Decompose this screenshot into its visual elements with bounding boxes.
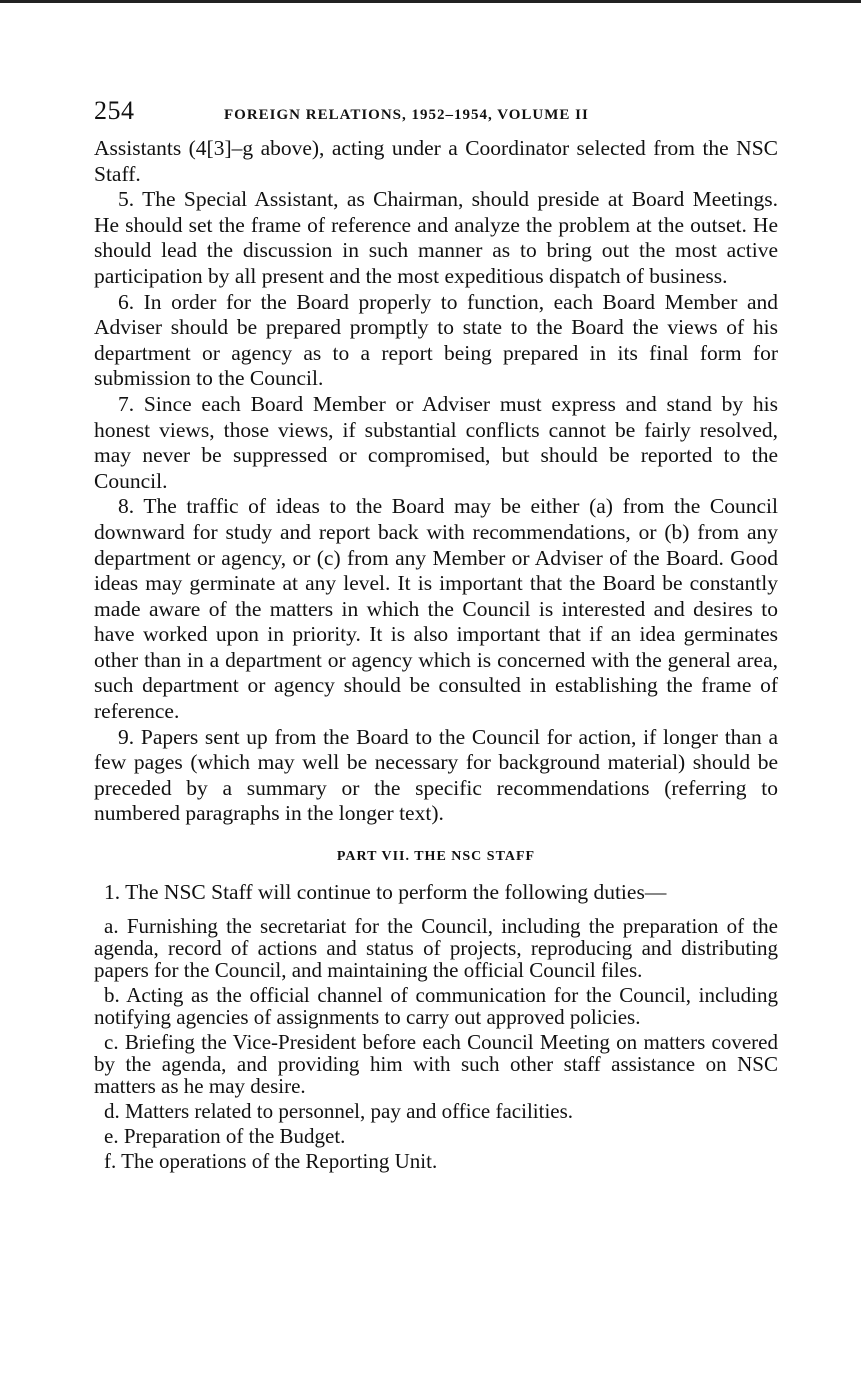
- document-page: [94, 96, 778, 1175]
- paragraph-7: 7. Since each Board Member or Adviser must express and stand by his honest views, those views, if substantial conflicts cannot be fairly resolved, may never be suppressed or compromised, but should be reported to the Council.: [94, 391, 778, 493]
- page-number: 254: [94, 96, 135, 125]
- paragraph-9: 9. Papers sent up from the Board to the Council for action, if longer than a few pages (which may well be necessary for background material) should be preceded by a summary or the specific recommendations (referring to numbered paragraphs in the longer text).: [94, 724, 778, 826]
- paragraph-8: 8. The traffic of ideas to the Board may be either (a) from the Council downward for study and report back with recommendations, or (b) from any department or agency, or (c) from any Member or Adviser of the Board. Good ideas may germinate at any level. It is important that the Board be constantly made aware of the matters in which the Council is interested and desires to have worked upon in priority. It is also important that if an idea germinates other than in a department or agency which is concerned with the general area, such department or agency should be consulted in establishing the frame of reference.: [94, 494, 778, 724]
- body-text: [94, 136, 778, 827]
- top-edge-rule: [0, 0, 861, 3]
- paragraph-continuation: Assistants (4[3]–g above), acting under a Coordinator selected from the NSC Staff.: [94, 136, 778, 186]
- duty-item-a: a. Furnishing the secretariat for the Council, including the preparation of the agenda, record of actions and status of projects, reproducing and distributing papers for the Council, and maintaining the official Council files.: [94, 914, 778, 983]
- paragraph-5: 5. The Special Assistant, as Chairman, should preside at Board Meetings. He should set the frame of reference and analyze the problem at the outset. He should lead the discussion in such manner as to bring out the most active participation by all present and the most expeditious dispatch of business.: [94, 187, 778, 288]
- staff-duties-intro: 1. The NSC Staff will continue to perform the following duties—: [104, 880, 667, 905]
- staff-duties-list: [94, 915, 778, 1172]
- running-header: [94, 96, 778, 136]
- duty-item-d: d. Matters related to personnel, pay and office facilities.: [104, 1099, 574, 1124]
- duty-item-c: c. Briefing the Vice-President before each Council Meeting on matters covered by the agenda, and providing him with such other staff assistance on NSC matters as he may desire.: [94, 1030, 778, 1099]
- section-heading-part-vii: PART VII. THE NSC STAFF: [336, 849, 536, 865]
- running-header-title: FOREIGN RELATIONS, 1952–1954, VOLUME II: [224, 107, 589, 123]
- duty-item-f: f. The operations of the Reporting Unit.: [104, 1149, 438, 1174]
- duty-item-e: e. Preparation of the Budget.: [104, 1124, 346, 1149]
- duty-item-b: b. Acting as the official channel of communication for the Council, including notifying agencies of assignments to carry out approved policies.: [94, 983, 778, 1030]
- paragraph-6: 6. In order for the Board properly to function, each Board Member and Adviser should be prepared promptly to state to the Board the views of his department or agency as to a report being prepared in its final form for submission to the Council.: [94, 289, 778, 391]
